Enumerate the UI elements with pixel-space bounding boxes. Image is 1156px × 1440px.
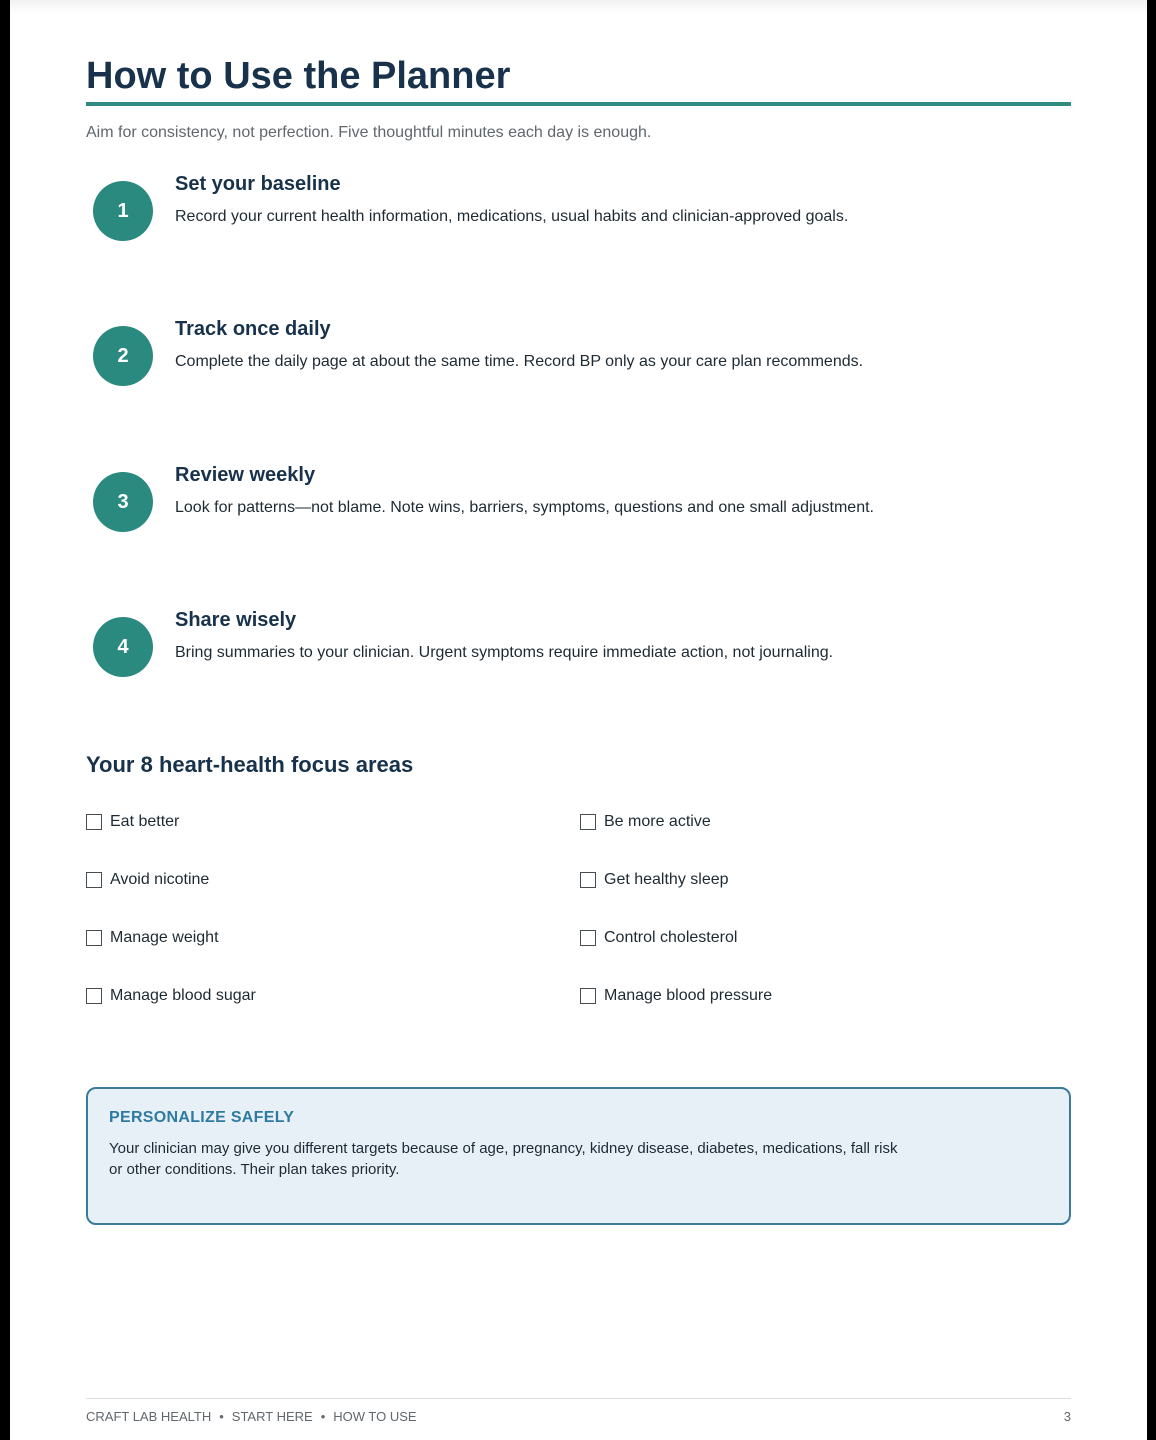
title-divider [86,102,1071,106]
checkbox[interactable] [580,988,596,1004]
focus-item-eat-better[interactable] [86,811,506,835]
focus-item-label: Avoid nicotine [110,871,210,888]
page-top-edge [10,0,1147,14]
focus-item-manage-blood-pressure[interactable] [580,985,1000,1009]
checkbox[interactable] [86,988,102,1004]
focus-item-label: Manage blood pressure [604,987,773,1004]
focus-item-label: Manage weight [110,929,219,946]
footer-divider [86,1398,1071,1399]
page-title: How to Use the Planner [86,55,511,97]
step-title: Share wisely [175,609,297,631]
focus-item-be-more-active[interactable] [580,811,1000,835]
focus-item-get-healthy-sleep[interactable] [580,869,1000,893]
checkbox[interactable] [86,930,102,946]
step-title: Track once daily [175,318,331,340]
focus-item-label: Get healthy sleep [604,871,729,888]
focus-item-manage-blood-sugar[interactable] [86,985,506,1009]
step-number-badge: 4 [93,617,153,677]
checkbox[interactable] [86,814,102,830]
focus-item-control-cholesterol[interactable] [580,927,1000,951]
footer-brand: CRAFT LAB HEALTH [86,1409,212,1424]
focus-areas-heading: Your 8 heart-health focus areas [86,752,414,777]
step-description: Look for patterns—not blame. Note wins, barriers, symptoms, questions and one small adjustment. [175,499,874,516]
checkbox[interactable] [580,872,596,888]
focus-item-label: Eat better [110,813,180,830]
step-3 [86,464,1071,542]
step-number-badge: 2 [93,326,153,386]
step-title: Review weekly [175,464,316,486]
footer-separator: • [320,1409,326,1424]
focus-item-label: Control cholesterol [604,929,738,946]
step-4 [86,609,1071,687]
focus-item-avoid-nicotine[interactable] [86,869,506,893]
planner-page [10,0,1147,1440]
step-description: Record your current health information, medications, usual habits and clinician-approved goals. [175,208,849,225]
callout-text: Your clinician may give you different targets because of age, pregnancy, kidney disease, diabetes, medications, fall risk or other conditions. Their plan takes priority. [109,1140,898,1178]
focus-item-label: Be more active [604,813,711,830]
step-number-badge: 1 [93,181,153,241]
focus-item-label: Manage blood sugar [110,987,256,1004]
personalize-safely-callout [86,1087,1071,1225]
checkbox[interactable] [86,872,102,888]
page-subtitle: Aim for consistency, not perfection. Five thoughtful minutes each day is enough. [86,124,652,141]
footer-breadcrumb [86,1409,417,1425]
checkbox[interactable] [580,930,596,946]
footer-separator: • [219,1409,224,1424]
footer-section: START HERE [231,1409,313,1424]
footer-page-name: HOW TO USE [333,1409,417,1424]
step-2 [86,318,1071,396]
callout-title: PERSONALIZE SAFELY [109,1109,295,1126]
focus-item-manage-weight[interactable] [86,927,506,951]
step-title: Set your baseline [175,173,341,195]
step-description: Bring summaries to your clinician. Urgent symptoms require immediate action, not journaling. [175,644,834,661]
checkbox[interactable] [580,814,596,830]
step-1 [86,173,1071,251]
page-number: 3 [1063,1409,1071,1424]
step-number-badge: 3 [93,472,153,532]
step-description: Complete the daily page at about the same time. Record BP only as your care plan recommends. [175,353,864,370]
